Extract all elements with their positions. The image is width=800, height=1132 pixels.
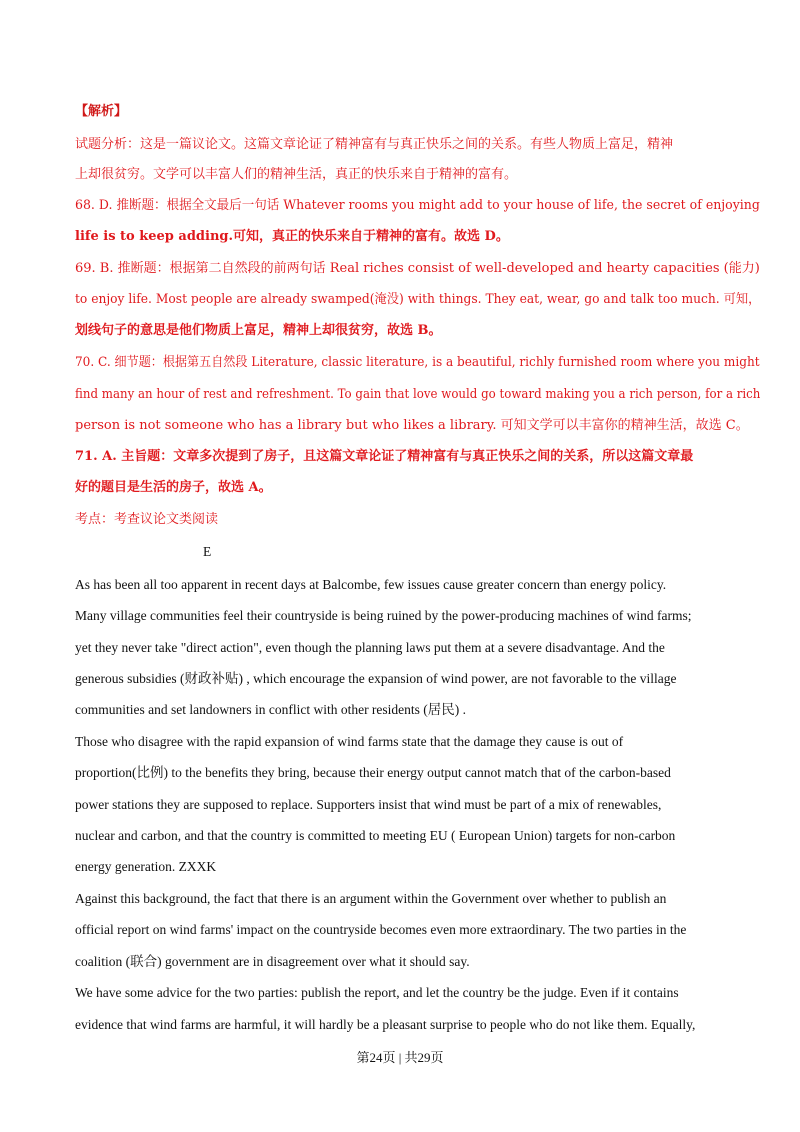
passage-line: Those who disagree with the rapid expansion of wind farms state that the damage they cause is out of [75, 734, 624, 749]
passage-line: official report on wind farms' impact on the countryside becomes even more extraordinary. The two parties in the [75, 922, 687, 937]
q70-explanation-line-1: 70. C. 细节题：根据第五自然段 Literature, classic literature, is a beautiful, richly furnished room where you might [75, 355, 760, 370]
passage-line: evidence that wind farms are harmful, it will hardly be a pleasant surprise to people who do not like them. Equally, [75, 1017, 696, 1032]
passage-line: We have some advice for the two parties: publish the report, and let the country be the judge. Even if it contains [75, 985, 679, 1000]
q71-explanation-line-1: 71. A. 主旨题：文章多次提到了房子，且这篇文章论证了精神富有与真正快乐之间的关系，所以这篇文章最 [75, 449, 694, 464]
passage-line: nuclear and carbon, and that the country is committed to meeting EU ( European Union) targets for non-carbon [75, 828, 676, 843]
q70-explanation-line-3: person is not someone who has a library but who likes a library. 可知文学可以丰富你的精神生活，故选 C。 [75, 418, 749, 433]
passage-line: Against this background, the fact that there is an argument within the Government over whether to publish an [75, 891, 667, 906]
q69-explanation-line-1: 69. B. 推断题：根据第二自然段的前两句话 Real riches consist of well-developed and hearty capacities (能力) [75, 261, 760, 276]
passage-line: Many village communities feel their countryside is being ruined by the power-producing machines of wind farms; [75, 608, 692, 623]
passage-line: coalition (联合) government are in disagreement over what it should say. [75, 954, 470, 969]
passage-line: As has been all too apparent in recent days at Balcombe, few issues cause greater concern than energy policy. [75, 577, 667, 592]
q71-explanation-line-2: 好的题目是生活的房子，故选 A。 [75, 480, 272, 495]
passage-line: power stations they are supposed to replace. Supporters insist that wind must be part of a mix of renewables, [75, 797, 662, 812]
passage-line: proportion(比例) to the benefits they bring, because their energy output cannot match that of the carbon-based [75, 765, 671, 780]
page-footer: 第24页 | 共29页 [356, 1050, 444, 1065]
passage-line: generous subsidies (财政补贴) , which encourage the expansion of wind power, are not favorable to the village [75, 671, 677, 686]
q68-explanation-line-1: 68. D. 推断题：根据全文最后一句话 Whatever rooms you might add to your house of life, the secret of enjoying [75, 198, 760, 213]
passage-line: communities and set landowners in conflict with other residents (居民) . [75, 702, 467, 717]
analysis-summary-line-1: 试题分析：这是一篇议论文。这篇文章论证了精神富有与真正快乐之间的关系。有些人物质上富足，精神 [75, 137, 674, 152]
passage-line: yet they never take "direct action", even though the planning laws put them at a severe disadvantage. And the [75, 640, 665, 655]
passage-label: E [203, 544, 212, 559]
test-point: 考点：考查议论文类阅读 [75, 512, 219, 527]
analysis-tag: 【解析】 [75, 104, 128, 119]
q69-explanation-line-2: to enjoy life. Most people are already swamped(淹没) with things. They eat, wear, go and talk too much. 可知， [75, 292, 761, 307]
analysis-summary-line-2: 上却很贫穷。文学可以丰富人们的精神生活，真正的快乐来自于精神的富有。 [75, 167, 518, 182]
q68-explanation-line-2: life is to keep adding.可知，真正的快乐来自于精神的富有。故选 D。 [75, 229, 509, 244]
q69-explanation-line-3: 划线句子的意思是他们物质上富足，精神上却很贫穷，故选 B。 [75, 323, 442, 338]
passage-line: energy generation. ZXXK [75, 859, 217, 874]
q70-explanation-line-2: find many an hour of rest and refreshment. To gain that love would go toward making you a rich person, for a rich [75, 387, 761, 402]
